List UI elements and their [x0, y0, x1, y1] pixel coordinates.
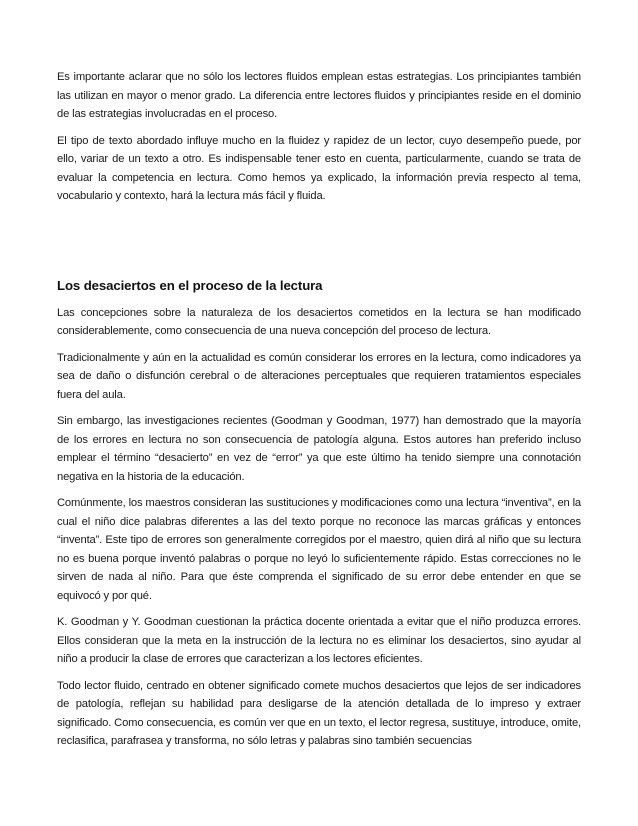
document-page [57, 68, 581, 759]
section-paragraph-1: Las concepciones sobre la naturaleza de los desaciertos cometidos en la lectura se han modificado considerablemente, como consecuencia de una nueva concepción del proceso de lectura. [57, 306, 581, 337]
section-heading: Los desaciertos en el proceso de la lectura [57, 277, 323, 293]
intro-paragraph-2: El tipo de texto abordado influye mucho en la fluidez y rapidez de un lector, cuyo desempeño puede, por ello, variar de un texto a otro. Es indispensable tener esto en cuenta, particularmente, cuando se trata de evaluar la competencia en lectura. Como hemos ya explicado, la información previa respecto al tema, vocabulario y contexto, hará la lectura más fácil y fluida. [57, 134, 581, 202]
section-paragraph-6: Todo lector fluido, centrado en obtener significado comete muchos desaciertos que lejos de ser indicadores de patología, reflejan su habilidad para desligarse de la atención detallada de lo impreso y extraer significado. Como consecuencia, es común ver que en un texto, el lector regresa, sustituye, introduce, omite, reclasifica, parafrasea y transforma, no sólo letras y palabras sino también secuencias [57, 679, 581, 747]
section-paragraph-5: K. Goodman y Y. Goodman cuestionan la práctica docente orientada a evitar que el niño produzca errores. Ellos consideran que la meta en la instrucción de la lectura no es eliminar los desaciertos, sino ayudar al niño a producir la clase de errores que caracterizan a los lectores eficientes. [57, 616, 581, 665]
section-paragraph-2: Tradicionalmente y aún en la actualidad es común considerar los errores en la lectura, como indicadores ya sea de daño o disfunción cerebral o de alteraciones perceptuales que requieren tratamientos especiales fuera del aula. [57, 351, 581, 401]
section-paragraph-3: Sin embargo, las investigaciones recientes (Goodman y Goodman, 1977) han demostrado que la mayoría de los errores en lectura no son consecuencia de patología alguna. Estos autores han preferido incluso emplear el término “desacierto” en vez de “error” ya que este último ha tenido siempre una connotación negativa en la historia de la educación. [57, 415, 581, 483]
intro-paragraph-1: Es importante aclarar que no sólo los lectores fluidos emplean estas estrategias. Los principiantes también las utilizan en mayor o menor grado. La diferencia entre lectores fluidos y principiantes reside en el dominio de las estrategias involucradas en el proceso. [57, 71, 581, 120]
section-paragraph-4: Comúnmente, los maestros consideran las sustituciones y modificaciones como una lectura “inventiva”, en la cual el niño dice palabras diferentes a las del texto porque no reconoce las marcas gráficas y entonces “inventa”. Este tipo de errores son generalmente corregidos por el maestro, quien dirá al niño que su lectura no es buena porque inventó palabras o porque no leyó lo suficientemente rápido. Estas correcciones no le sirven de nada al niño. Para que éste comprenda el significado de su error debe entender en que se equivocó y por qué. [57, 497, 581, 602]
section-spacer [57, 214, 581, 277]
